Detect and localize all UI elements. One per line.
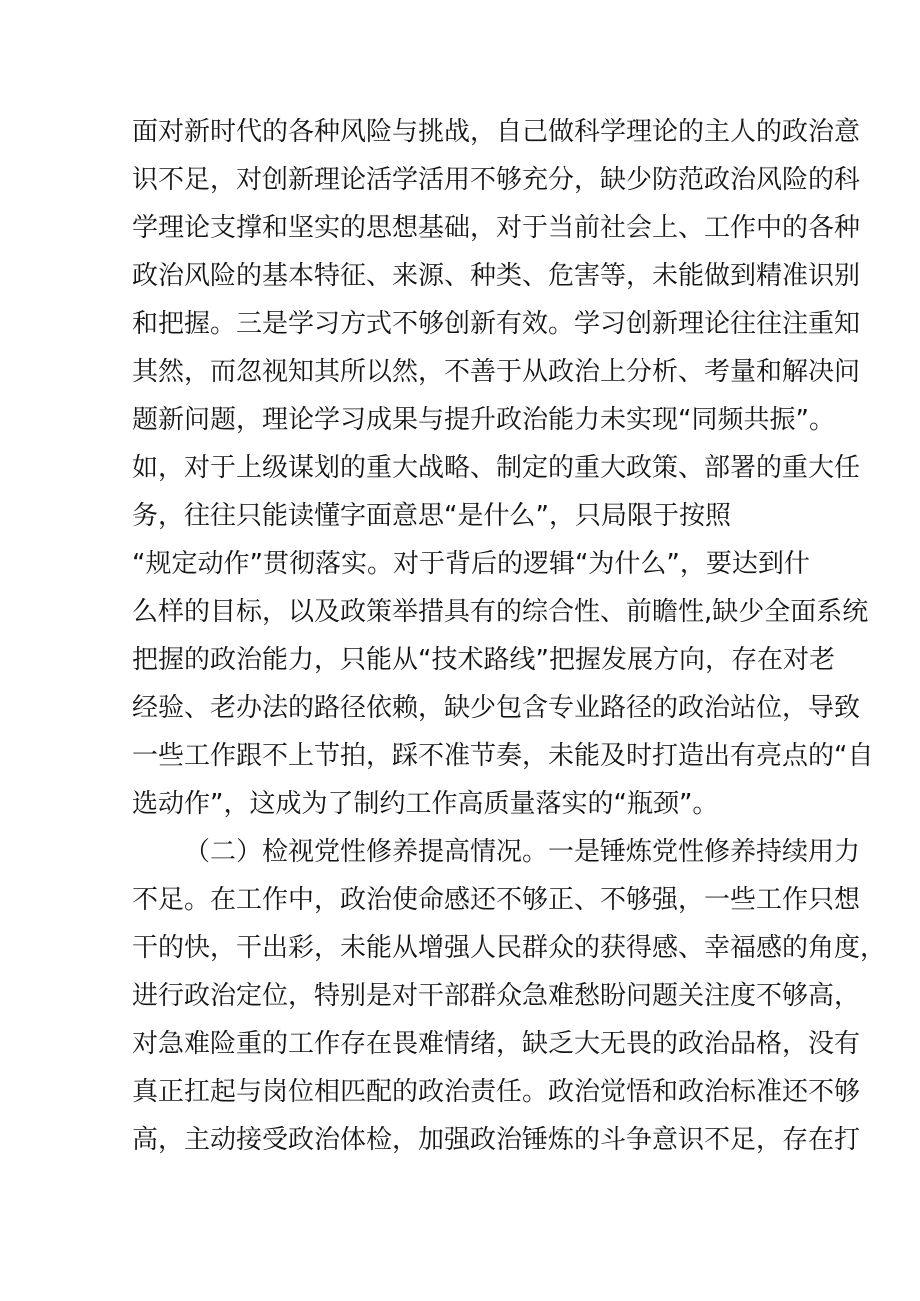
text-line: “规定动作”贯彻落实。对于背后的逻辑“为什么”，要达到什 [132, 549, 810, 579]
text-line: 务，往往只能读懂字面意思“是什么”，只局限于按照 [132, 501, 731, 531]
text-line: 识不足，对创新理论活学活用不够充分，缺少防范政治风险的科 [132, 165, 861, 195]
text-line: 题新问题，理论学习成果与提升政治能力未实现“同频共振”。 [132, 405, 835, 435]
text-line: 如，对于上级谋划的重大战略、制定的重大政策、部署的重大任 [132, 453, 861, 483]
text-line: 一些工作跟不上节拍，踩不准节奏，未能及时打造出有亮点的“自 [132, 741, 874, 771]
text-line: 进行政治定位，特别是对干部群众急难愁盼问题关注度不够高， [132, 981, 861, 1011]
text-line: 经验、老办法的路径依赖，缺少包含专业路径的政治站位，导致 [132, 693, 861, 723]
text-line: 对急难险重的工作存在畏难情绪，缺乏大无畏的政治品格，没有 [132, 1029, 861, 1059]
text-line: 高，主动接受政治体检，加强政治锤炼的斗争意识不足，存在打 [132, 1125, 861, 1155]
text-line: 政治风险的基本特征、来源、种类、危害等，未能做到精准识别 [132, 261, 861, 291]
text-line: 选动作”，这成为了制约工作高质量落实的“瓶颈”。 [132, 789, 719, 819]
text-line: 真正扛起与岗位相匹配的政治责任。政治觉悟和政治标准还不够 [132, 1077, 861, 1107]
text-line: 其然，而忽视知其所以然，不善于从政治上分析、考量和解决问 [132, 357, 861, 387]
text-line: 面对新时代的各种风险与挑战，自己做科学理论的主人的政治意 [132, 117, 861, 147]
text-line: 么样的目标，以及政策举措具有的综合性、前瞻性,缺少全面系统 [132, 597, 869, 627]
text-line: 和把握。三是学习方式不够创新有效。学习创新理论往往注重知 [132, 309, 861, 339]
text-line: 不足。在工作中，政治使命感还不够正、不够强，一些工作只想 [132, 885, 861, 915]
section-heading-line: （二）检视党性修养提高情况。一是锤炼党性修养持续用力 [184, 837, 861, 867]
text-line: 干的快，干出彩，未能从增强人民群众的获得感、幸福感的角度， [132, 933, 887, 963]
text-line: 学理论支撑和坚实的思想基础，对于当前社会上、工作中的各种 [132, 213, 861, 243]
text-line: 把握的政治能力，只能从“技术路线”把握发展方向，存在对老 [132, 645, 835, 675]
document-body [132, 108, 887, 1164]
